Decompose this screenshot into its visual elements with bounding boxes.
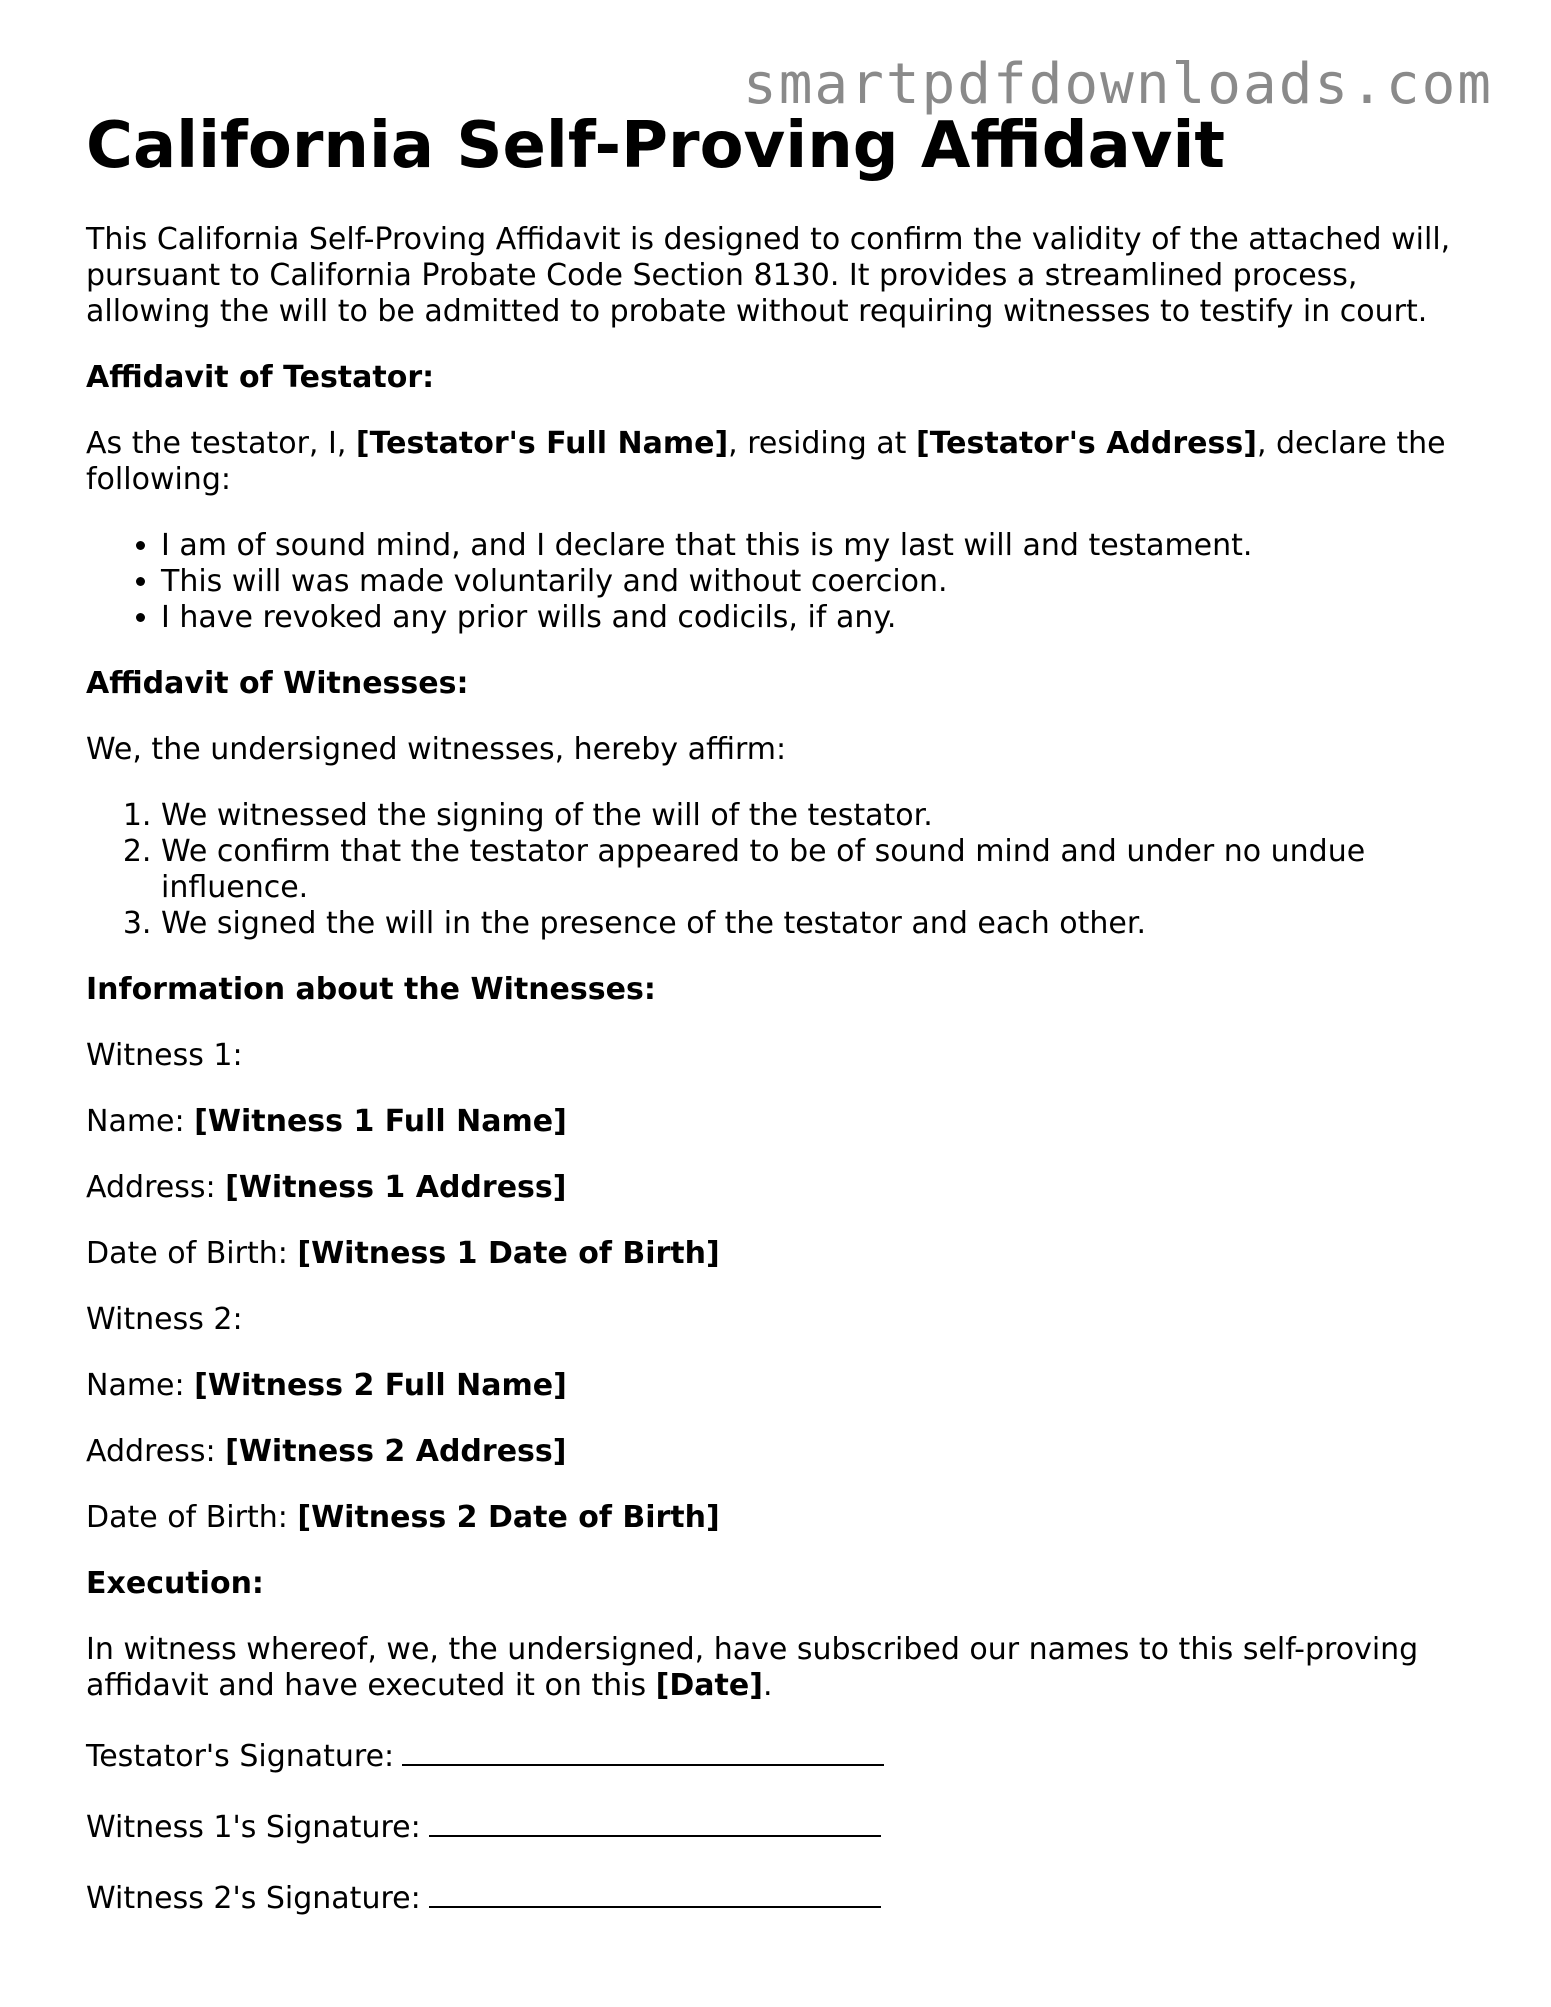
field-label: Date of Birth: (86, 1500, 298, 1535)
document-body (86, 222, 1476, 1947)
field-label: Name: (86, 1368, 195, 1403)
field-placeholder: [Witness 2 Full Name] (194, 1368, 567, 1403)
witness1-label: Witness 1: (86, 1038, 243, 1073)
field-placeholder: [Witness 1 Address] (225, 1170, 567, 1205)
witnesses-affirmations-list (86, 798, 1476, 942)
field-placeholder: [Witness 1 Date of Birth] (297, 1236, 720, 1271)
execution-paragraph (86, 1632, 1476, 1704)
execution-text-prefix: In witness whereof, we, the undersigned, have subscribed our names to this self-proving affidavit and have executed it on this (86, 1632, 1419, 1703)
execution-text-suffix: . (762, 1668, 773, 1703)
testator-declarations-list (86, 528, 1476, 636)
witness2-dob (86, 1500, 1476, 1536)
witness2-label: Witness 2: (86, 1302, 243, 1337)
witness1-signature-row (86, 1805, 1476, 1846)
field-label: Address: (86, 1170, 226, 1205)
witnesses-intro: We, the undersigned witnesses, hereby affirm: (86, 732, 787, 767)
document-title: California Self-Proving Affidavit (86, 109, 1225, 183)
testator-signature-line[interactable] (402, 1734, 884, 1766)
field-placeholder: [Witness 2 Address] (225, 1434, 567, 1469)
witness2-signature-label: Witness 2's Signature: (86, 1881, 421, 1916)
testator-address-placeholder: [Testator's Address] (915, 426, 1257, 461)
watermark: smartpdfdownloads.com (742, 52, 1493, 117)
field-label: Name: (86, 1104, 195, 1139)
field-placeholder: [Witness 2 Date of Birth] (297, 1500, 720, 1535)
witness2-address (86, 1434, 1476, 1470)
testator-signature-row (86, 1734, 1476, 1775)
testator-heading: Affidavit of Testator: (86, 360, 435, 395)
witness2-name (86, 1368, 1476, 1404)
testator-name-placeholder: [Testator's Full Name] (355, 426, 729, 461)
execution-heading: Execution: (86, 1566, 264, 1601)
witness2-signature-row (86, 1876, 1476, 1917)
list-item: • This will was made voluntarily and without coercion. (161, 564, 1476, 600)
date-placeholder: [Date] (655, 1668, 763, 1703)
field-label: Address: (86, 1434, 226, 1469)
field-label: Date of Birth: (86, 1236, 298, 1271)
witness2-signature-line[interactable] (429, 1876, 881, 1908)
witnesses-heading: Affidavit of Witnesses: (86, 666, 469, 701)
witness1-name (86, 1104, 1476, 1140)
testator-decl-middle: , residing at (728, 426, 916, 461)
witness1-dob (86, 1236, 1476, 1272)
intro-paragraph: This California Self-Proving Affidavit is designed to confirm the validity of the attached will, pursuant to California Probate Code Section 8130. It provides a streamlined process, allowing the will to be admitted to probate without requiring witnesses to testify in court. (86, 222, 1451, 329)
list-item: 1. We witnessed the signing of the will of the testator. (161, 798, 1476, 834)
list-item: • I have revoked any prior wills and codicils, if any. (161, 600, 1476, 636)
testator-declaration (86, 426, 1476, 498)
witness1-address (86, 1170, 1476, 1206)
witness1-signature-line[interactable] (429, 1805, 881, 1837)
testator-decl-prefix: As the testator, I, (86, 426, 356, 461)
witness1-signature-label: Witness 1's Signature: (86, 1810, 421, 1845)
field-placeholder: [Witness 1 Full Name] (194, 1104, 567, 1139)
list-item: 3. We signed the will in the presence of the testator and each other. (161, 906, 1476, 942)
testator-decl-suffix: , declare the following: (86, 426, 1446, 497)
witness-info-heading: Information about the Witnesses: (86, 972, 656, 1007)
list-item: 2. We confirm that the testator appeared to be of sound mind and under no undue influence. (161, 834, 1476, 906)
testator-signature-label: Testator's Signature: (86, 1739, 395, 1774)
list-item: • I am of sound mind, and I declare that this is my last will and testament. (161, 528, 1476, 564)
